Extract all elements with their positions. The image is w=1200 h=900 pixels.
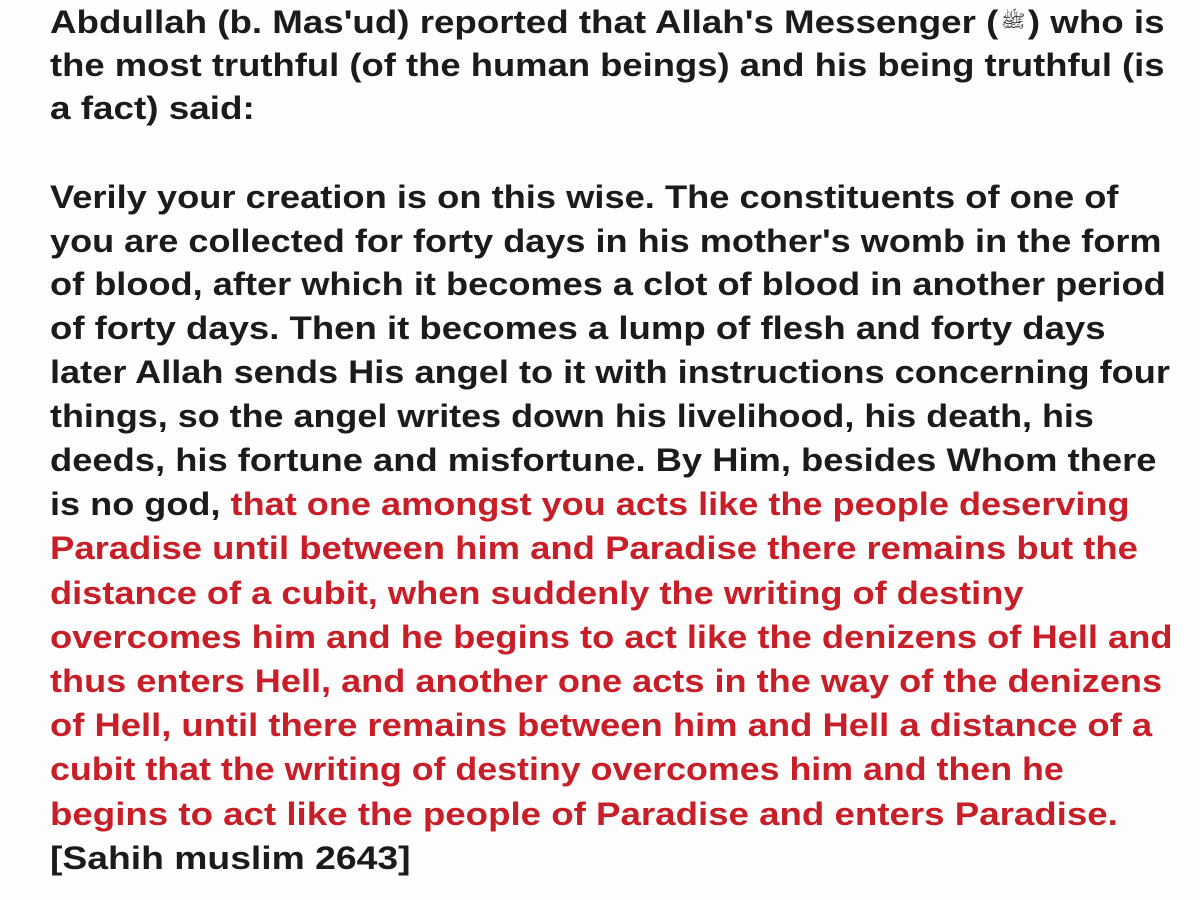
body-line-3: of blood, after which it becomes a clot of blood in another period <box>50 266 1166 302</box>
body-line-1: Verily your creation is on this wise. The constituents of one of <box>50 179 1119 215</box>
intro-line-2: the most truthful (of the human beings) and his being truthful (is <box>50 47 1165 83</box>
highlight-line-2: Paradise until between him and Paradise there remains but the <box>50 530 1138 566</box>
highlight-line-5: thus enters Hell, and another one acts in the way of the denizens <box>50 663 1163 699</box>
body-text: is no god, <box>50 486 231 522</box>
salutation-icon: ﷺ <box>1000 10 1026 31</box>
body-line-7: deeds, his fortune and misfortune. By Him, besides Whom there <box>50 442 1157 478</box>
intro-text: Abdullah (b. Mas'ud) reported that Allah's Messenger ( <box>50 4 999 40</box>
intro-line-1 <box>50 2 1164 45</box>
body-line-8 <box>50 484 1130 524</box>
body-line-6: things, so the angel writes down his livelihood, his death, his <box>50 398 1094 434</box>
highlight-line-7: cubit that the writing of destiny overcomes him and then he <box>50 751 1064 787</box>
body-line-2: you are collected for forty days in his mother's womb in the form <box>50 223 1162 259</box>
highlight-line-3: distance of a cubit, when suddenly the writing of destiny <box>50 575 1024 611</box>
intro-line-3: a fact) said: <box>50 90 255 126</box>
intro-text: ) who is <box>1027 4 1165 40</box>
highlight-line-8: begins to act like the people of Paradise and enters Paradise. <box>50 796 1118 832</box>
highlight-text: that one amongst you acts like the people deserving <box>230 486 1130 522</box>
highlight-line-4: overcomes him and he begins to act like the denizens of Hell and <box>50 619 1173 655</box>
citation: [Sahih muslim 2643] <box>50 840 411 876</box>
body-line-5: later Allah sends His angel to it with instructions concerning four <box>50 354 1170 390</box>
highlight-line-6: of Hell, until there remains between him and Hell a distance of a <box>50 707 1153 743</box>
body-line-4: of forty days. Then it becomes a lump of flesh and forty days <box>50 310 1106 346</box>
